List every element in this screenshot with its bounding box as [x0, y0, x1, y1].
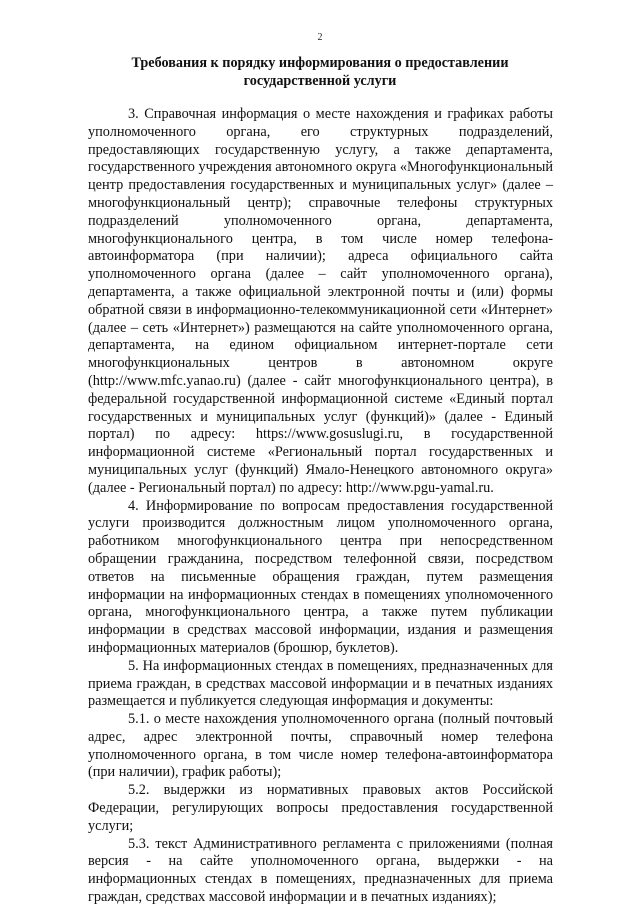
body-text [88, 106, 553, 907]
paragraph-3: 3. Справочная информация о месте нахождения и графиках работы уполномоченного органа, его структурных подразделений, предоставляющих государственную услугу, а также департамента, государственного учреждения автономного округа «Многофункциональный центр предоставления государственных и муниципальных услуг» (далее – многофункциональный центр); справочные телефоны структурных подразделений уполномоченного органа, департамента, многофункционального центра, в том числе номер телефона-автоинформатора (при наличии); адреса официального сайта уполномоченного органа (далее – сайт уполномоченного органа), департамента, а также официальной электронной почты и (или) формы обратной связи в информационно-телекоммуникационной сети «Интернет» (далее – сеть «Интернет») размещаются на сайте уполномоченного органа, департамента, на едином официальном интернет-портале сети многофункциональных центров в автономном округе (http://www.mfc.yanao.ru) (далее - сайт многофункционального центра), в федеральной государственной информационной системе «Единый портал государственных и муниципальных услуг (функций)» (далее - Единый портал) по адресу: https://www.gosuslugi.ru, в государственной информационной системе «Региональный портал государственных и муниципальных услуг (функций) Ямало-Ненецкого автономного округа» (далее - Региональный портал) по адресу: http://www.pgu-yamal.ru. [88, 106, 553, 496]
section-title [90, 54, 550, 90]
paragraph-5: 5. На информационных стендах в помещениях, предназначенных для приема граждан, в средствах массовой информации и в печатных изданиях размещается и публикуется следующая информация и документы: [88, 657, 553, 710]
paragraph-4: 4. Информирование по вопросам предоставления государственной услуги производится должностным лицом уполномоченного органа, работником многофункционального центра при непосредственном обращении гражданина, посредством телефонной связи, посредством ответов на письменные обращения граждан, путем размещения информации на информационных стендах в помещениях уполномоченного органа, многофункционального центра, а также путем публикации информации в средствах массовой информации, издания и размещения информационных материалов (брошюр, буклетов). [88, 497, 553, 656]
section-title-line-2: государственной услуги [243, 73, 397, 89]
paragraph-5-1: 5.1. о месте нахождения уполномоченного органа (полный почтовый адрес, адрес электронной почты, справочный номер телефона уполномоченного органа, в том числе номер телефона-автоинформатора (при наличии), график работы); [88, 711, 553, 781]
paragraph-5-2: 5.2. выдержки из нормативных правовых актов Российской Федерации, регулирующих вопросы предоставления государственной услуги; [88, 782, 553, 834]
page-number: 2 [317, 32, 323, 43]
paragraph-5-3: 5.3. текст Административного регламента с приложениями (полная версия - на сайте уполномоченного органа, выдержки - на информационных стендах в помещениях, предназначенных для приема граждан, средствах массовой информации и в печатных изданиях); [88, 835, 553, 906]
section-title-line-1: Требования к порядку информирования о предоставлении [131, 55, 509, 71]
